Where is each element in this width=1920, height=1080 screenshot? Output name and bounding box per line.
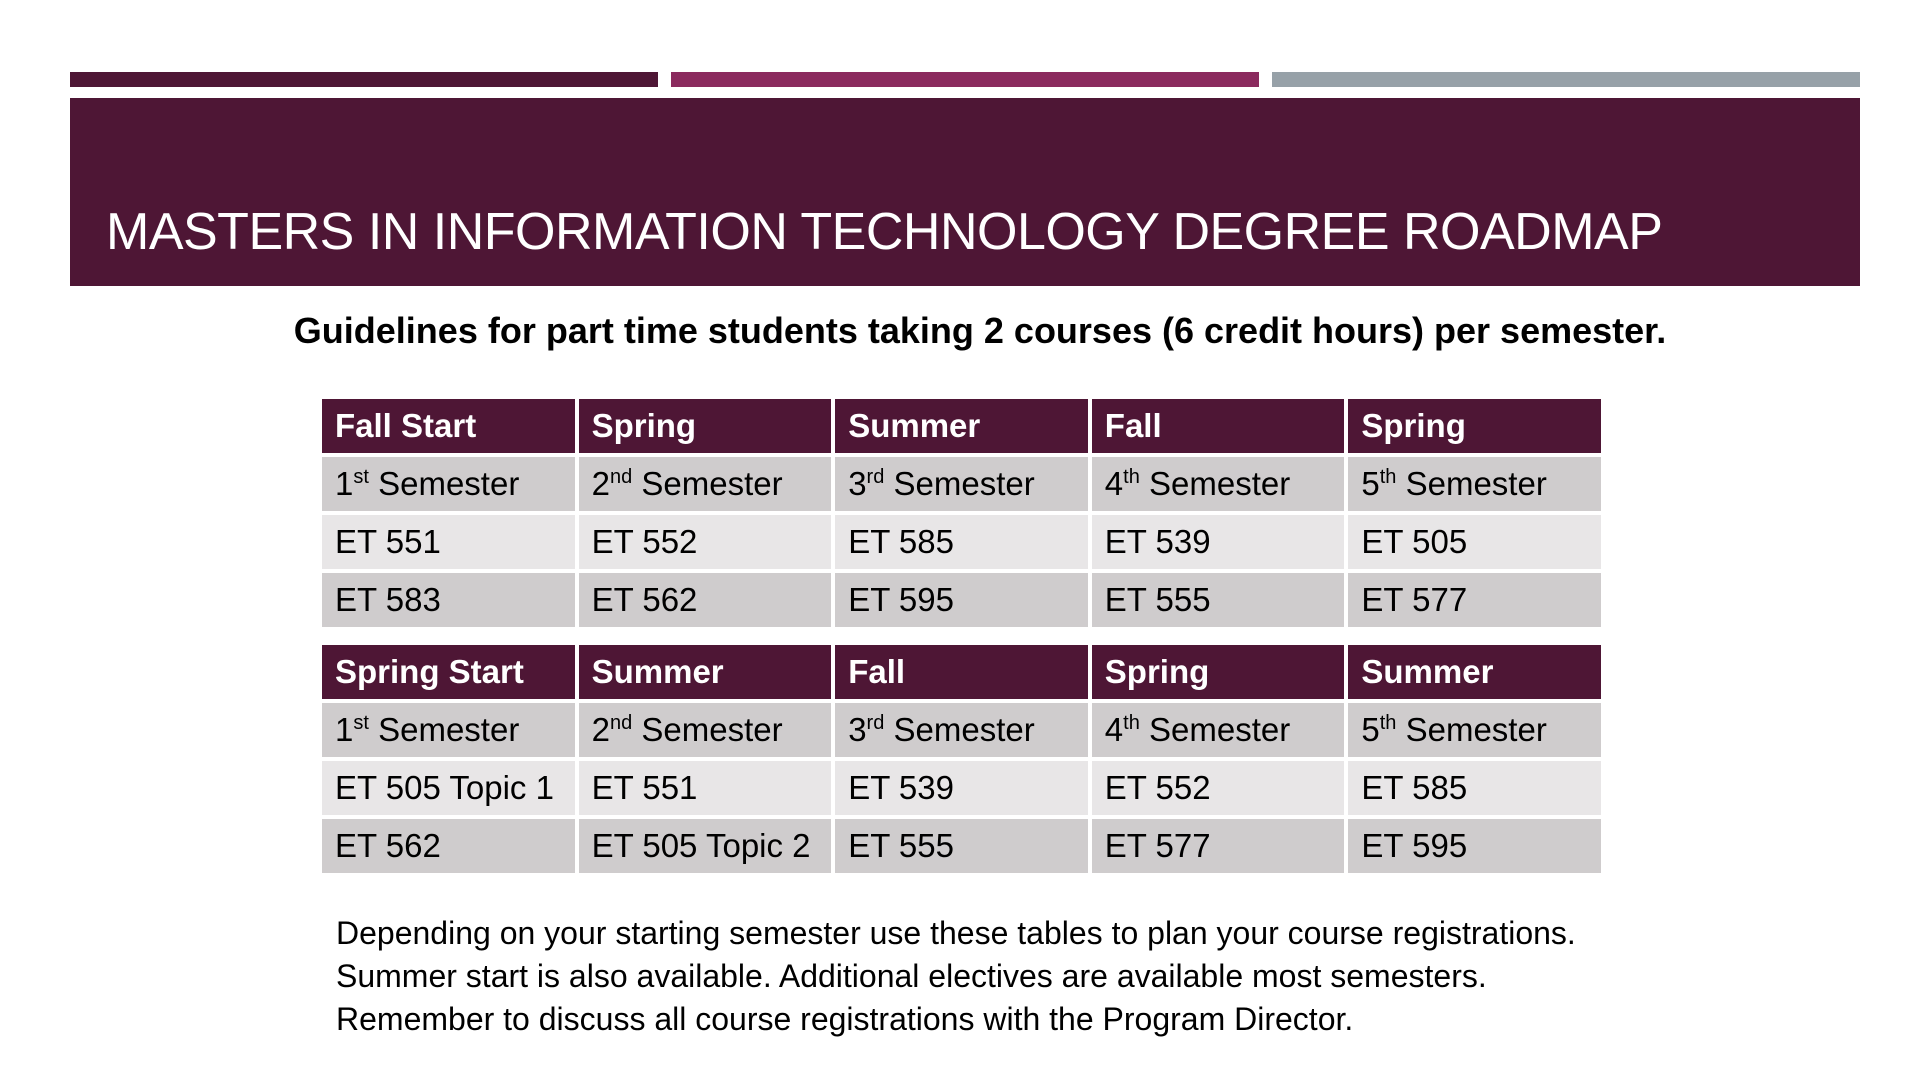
course-cell: ET 585 [835,515,1088,569]
semester-ordinal-suffix: th [1379,466,1397,488]
course-cell: ET 562 [579,573,832,627]
header-cell: Summer [579,645,832,699]
course-cell: ET 505 [1348,515,1601,569]
semester-cell [322,457,575,511]
semester-ordinal-suffix: nd [609,712,633,734]
course-cell: ET 595 [835,573,1088,627]
semester-label: Semester [368,711,520,748]
semester-cell [322,703,575,757]
semester-number: 3 [848,711,867,748]
header-cell: Spring Start [322,645,575,699]
title-band [70,98,1860,286]
semester-cell [579,703,832,757]
header-cell: Spring [1348,399,1601,453]
semester-ordinal-suffix: rd [866,466,885,488]
semester-number: 3 [848,465,867,502]
fall-start-table [318,395,1605,631]
semester-number: 4 [1104,711,1124,748]
course-cell: ET 595 [1348,819,1601,873]
header-cell: Fall [835,645,1088,699]
semester-cell [1348,703,1601,757]
course-cell: ET 577 [1092,819,1345,873]
semester-ordinal-suffix: nd [609,466,633,488]
course-cell: ET 505 Topic 2 [579,819,832,873]
semester-ordinal-suffix: th [1123,712,1140,734]
course-cell: ET 555 [1092,573,1345,627]
semester-number: 1 [335,711,354,748]
planning-notes [336,912,1856,1041]
semester-number: 5 [1361,465,1380,502]
accent-bar-maroon [70,72,658,87]
header-cell: Summer [835,399,1088,453]
semester-label: Semester [632,711,783,748]
accent-bar-magenta [671,72,1259,87]
semester-cell [835,703,1088,757]
course-cell: ET 505 Topic 1 [322,761,575,815]
semester-cell [1348,457,1601,511]
table-row [322,573,1601,627]
semester-cell [579,457,832,511]
semester-ordinal-suffix: st [353,712,369,734]
semester-label: Semester [884,465,1035,502]
slide-title: MASTERS IN INFORMATION TECHNOLOGY DEGREE ROADMAP [106,203,1663,261]
course-cell: ET 551 [579,761,832,815]
course-cell: ET 539 [835,761,1088,815]
course-cell: ET 562 [322,819,575,873]
header-cell: Summer [1348,645,1601,699]
course-cell: ET 551 [322,515,575,569]
note-line: Remember to discuss all course registrations with the Program Director. [336,1001,1354,1037]
course-cell: ET 552 [579,515,832,569]
header-cell: Fall [1092,399,1345,453]
semester-label: Semester [1396,711,1547,748]
header-cell: Spring [1092,645,1345,699]
semester-number: 2 [591,465,610,502]
course-cell: ET 585 [1348,761,1601,815]
table-header-row [322,645,1601,699]
table-row [322,819,1601,873]
table-header-row [322,399,1601,453]
table-row [322,515,1601,569]
semester-cell [1092,457,1345,511]
slide-subtitle: Guidelines for part time students taking 2 courses (6 credit hours) per semester. [293,310,1667,351]
course-cell: ET 577 [1348,573,1601,627]
semester-row [322,457,1601,511]
header-cell: Fall Start [322,399,575,453]
accent-bar-gray [1272,72,1860,87]
header-cell: Spring [579,399,832,453]
semester-label: Semester [1139,465,1291,502]
semester-label: Semester [884,711,1035,748]
note-line: Summer start is also available. Additional electives are available most semesters. [336,958,1487,994]
semester-label: Semester [368,465,520,502]
semester-ordinal-suffix: th [1379,712,1397,734]
semester-cell [835,457,1088,511]
spring-start-table [318,641,1605,877]
semester-number: 2 [591,711,610,748]
semester-number: 1 [335,465,354,502]
semester-row [322,703,1601,757]
semester-number: 4 [1104,465,1124,502]
course-cell: ET 583 [322,573,575,627]
table-row [322,761,1601,815]
course-cell: ET 539 [1092,515,1345,569]
semester-ordinal-suffix: th [1123,466,1140,488]
semester-label: Semester [1139,711,1291,748]
semester-ordinal-suffix: st [353,466,369,488]
semester-cell [1092,703,1345,757]
course-cell: ET 555 [835,819,1088,873]
accent-bars [70,72,1860,87]
note-line: Depending on your starting semester use these tables to plan your course registrations. [336,915,1576,951]
semester-number: 5 [1361,711,1380,748]
semester-label: Semester [632,465,783,502]
semester-label: Semester [1396,465,1547,502]
semester-ordinal-suffix: rd [866,712,885,734]
course-cell: ET 552 [1092,761,1345,815]
